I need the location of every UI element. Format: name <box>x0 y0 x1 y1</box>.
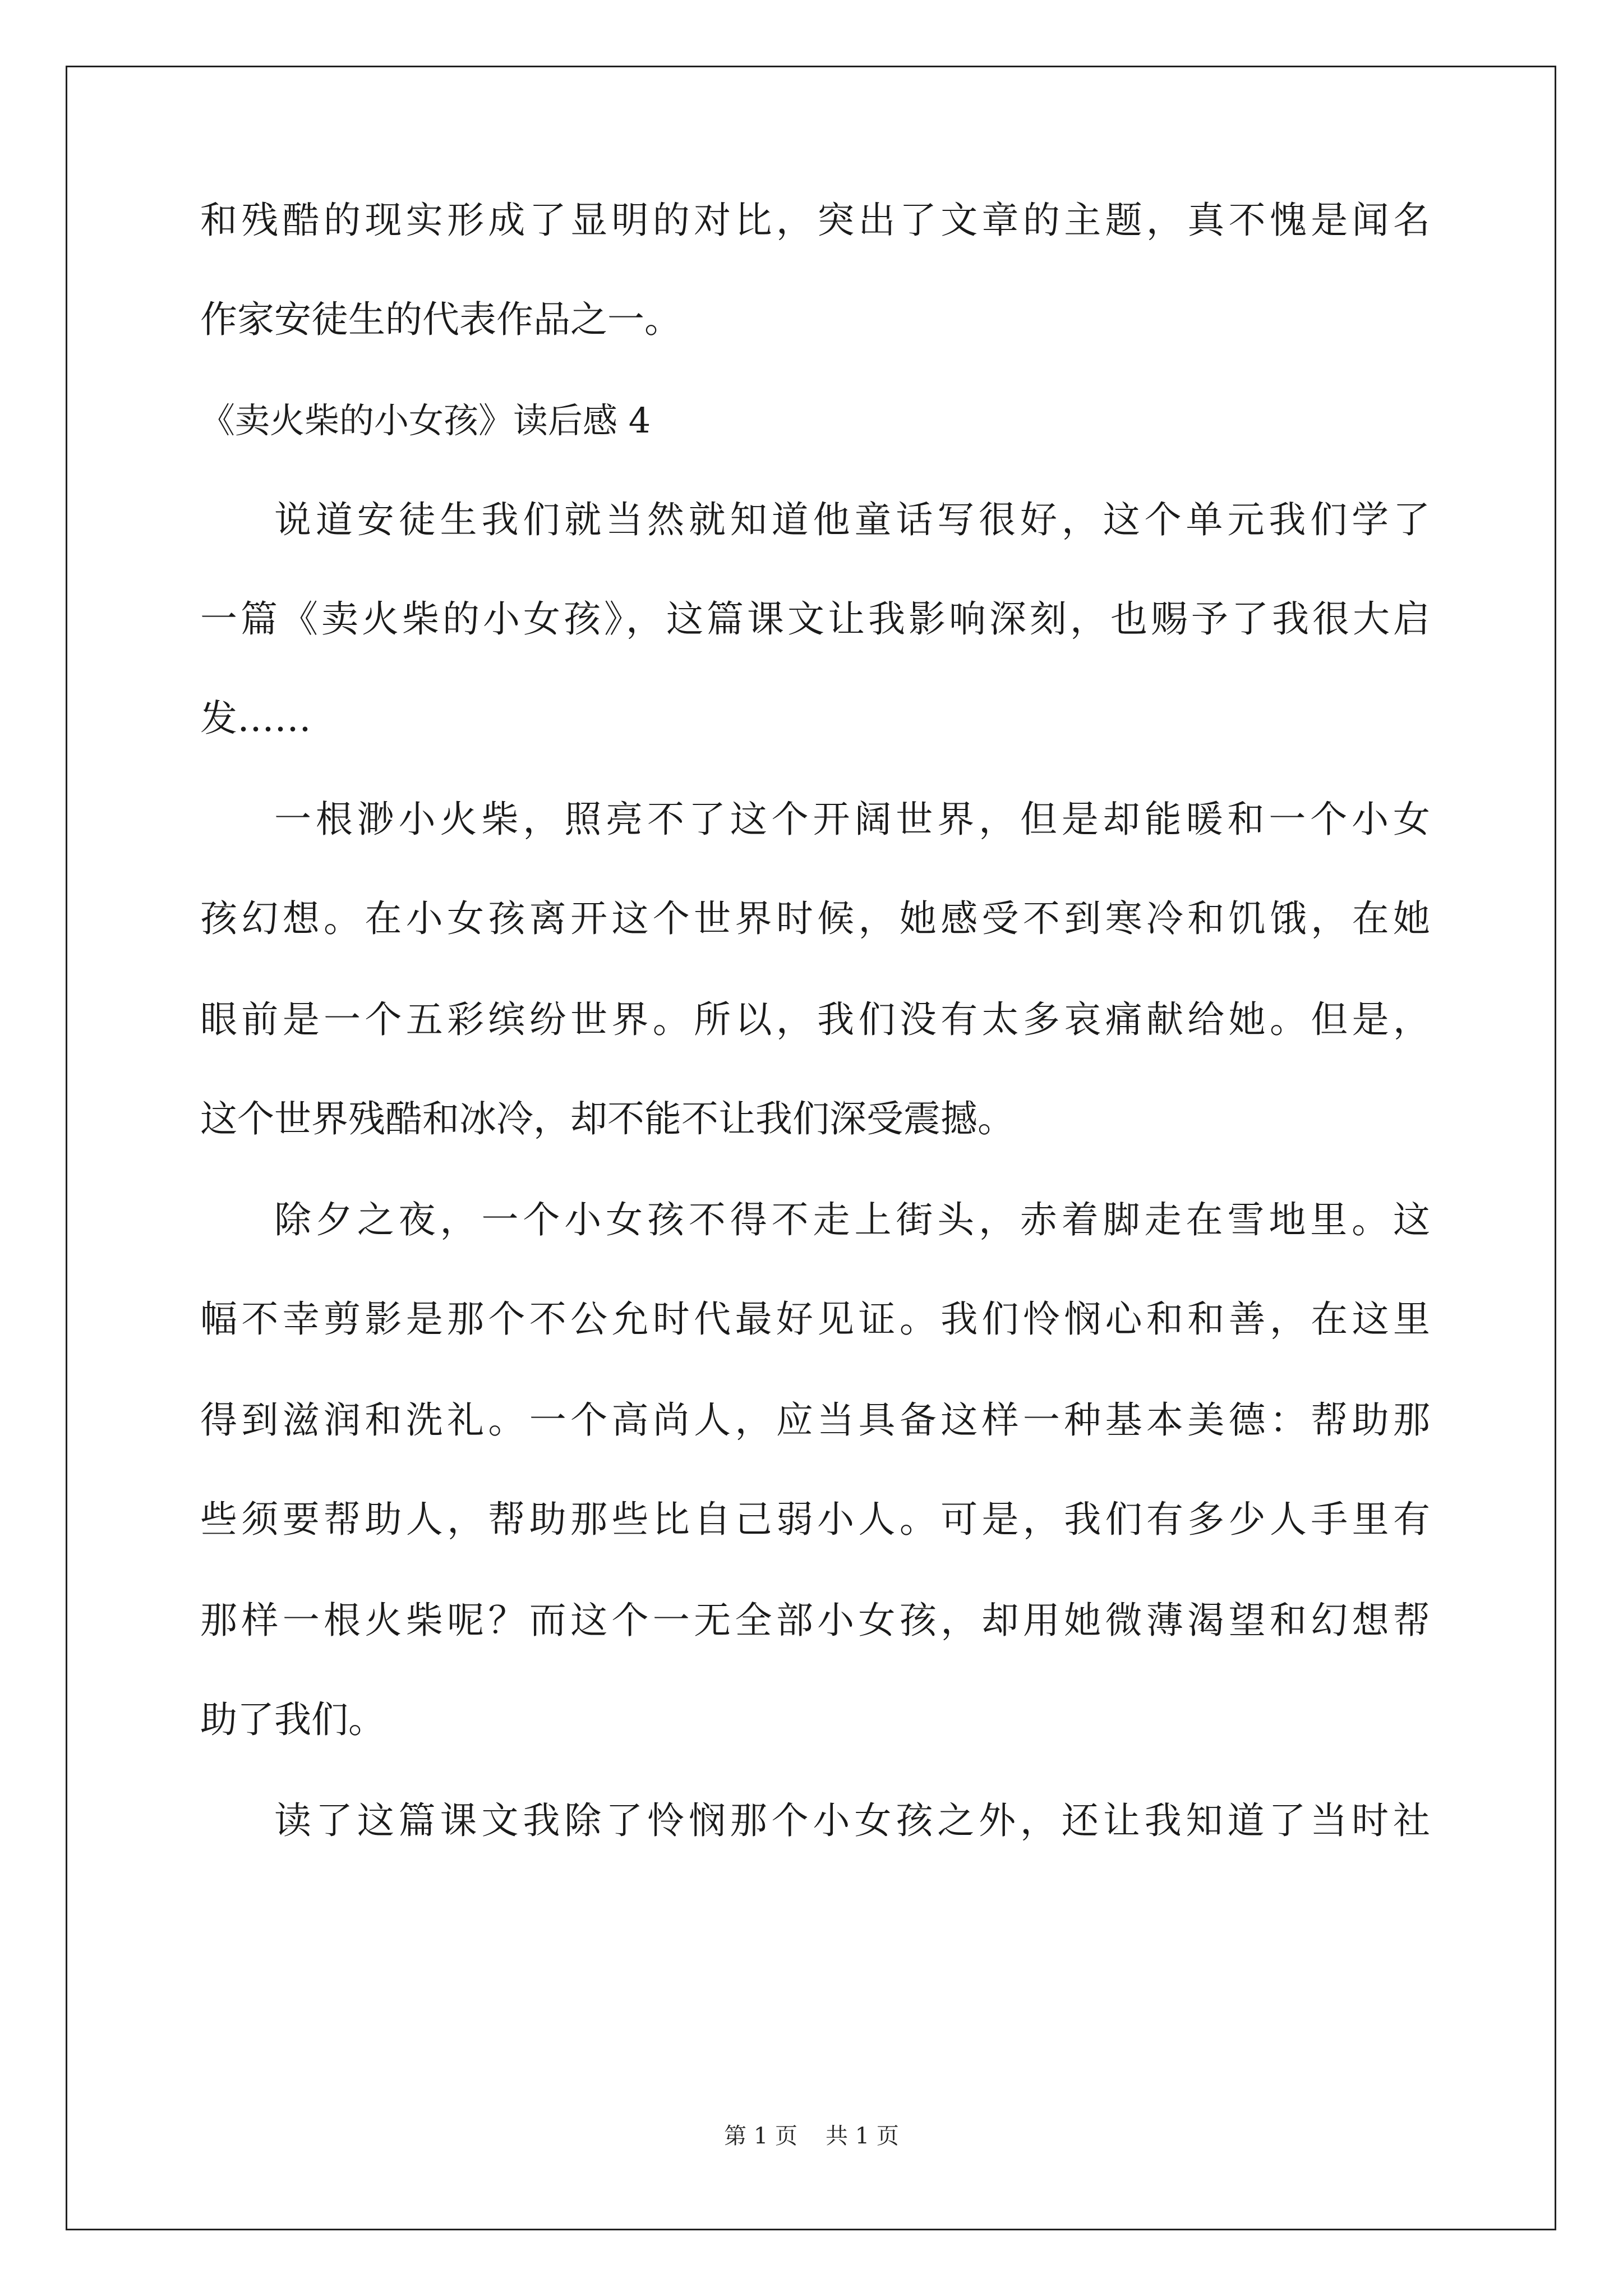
text-line: 一篇《卖火柴的小女孩》，这篇课文让我影响深刻，也赐予了我很大启 <box>200 597 1430 641</box>
text-line: 除夕之夜，一个小女孩不得不走上街头，赤着脚走在雪地里。这 <box>274 1198 1430 1241</box>
text-line: 一根渺小火柴，照亮不了这个开阔世界，但是却能暖和一个小女 <box>274 798 1430 841</box>
text-line: 些须要帮助人，帮助那些比自己弱小人。可是，我们有多少人手里有 <box>200 1498 1430 1541</box>
page-number: 第 1 页 <box>724 2123 797 2149</box>
text-line: 和残酷的现实形成了显明的对比，突出了文章的主题，真不愧是闻名 <box>200 199 1430 242</box>
text-line: 发…… <box>200 697 311 740</box>
text-line: 那样一根火柴呢？而这个一无全部小女孩，却用她微薄渴望和幻想帮 <box>200 1599 1430 1642</box>
text-line: 说道安徒生我们就当然就知道他童话写很好，这个单元我们学了 <box>274 498 1430 541</box>
text-line: 眼前是一个五彩缤纷世界。所以，我们没有太多哀痛献给她。但是， <box>200 998 1430 1041</box>
text-line: 得到滋润和洗礼。一个高尚人，应当具备这样一种基本美德：帮助那 <box>200 1398 1430 1442</box>
text-line: 读了这篇课文我除了怜悯那个小女孩之外，还让我知道了当时社 <box>274 1799 1430 1842</box>
text-line: 作家安徒生的代表作品之一。 <box>200 298 681 341</box>
page-footer <box>0 2125 1623 2147</box>
section-heading: 《卖火柴的小女孩》读后感 4 <box>200 400 651 441</box>
page-border <box>66 66 1556 2230</box>
text-line: 幅不幸剪影是那个不公允时代最好见证。我们怜悯心和和善，在这里 <box>200 1297 1430 1341</box>
page-total: 共 1 页 <box>826 2123 899 2149</box>
text-line: 这个世界残酷和冰冷，却不能不让我们深受震撼。 <box>200 1097 1015 1140</box>
text-line: 孩幻想。在小女孩离开这个世界时候，她感受不到寒冷和饥饿，在她 <box>200 897 1430 940</box>
text-line: 助了我们。 <box>200 1698 385 1741</box>
